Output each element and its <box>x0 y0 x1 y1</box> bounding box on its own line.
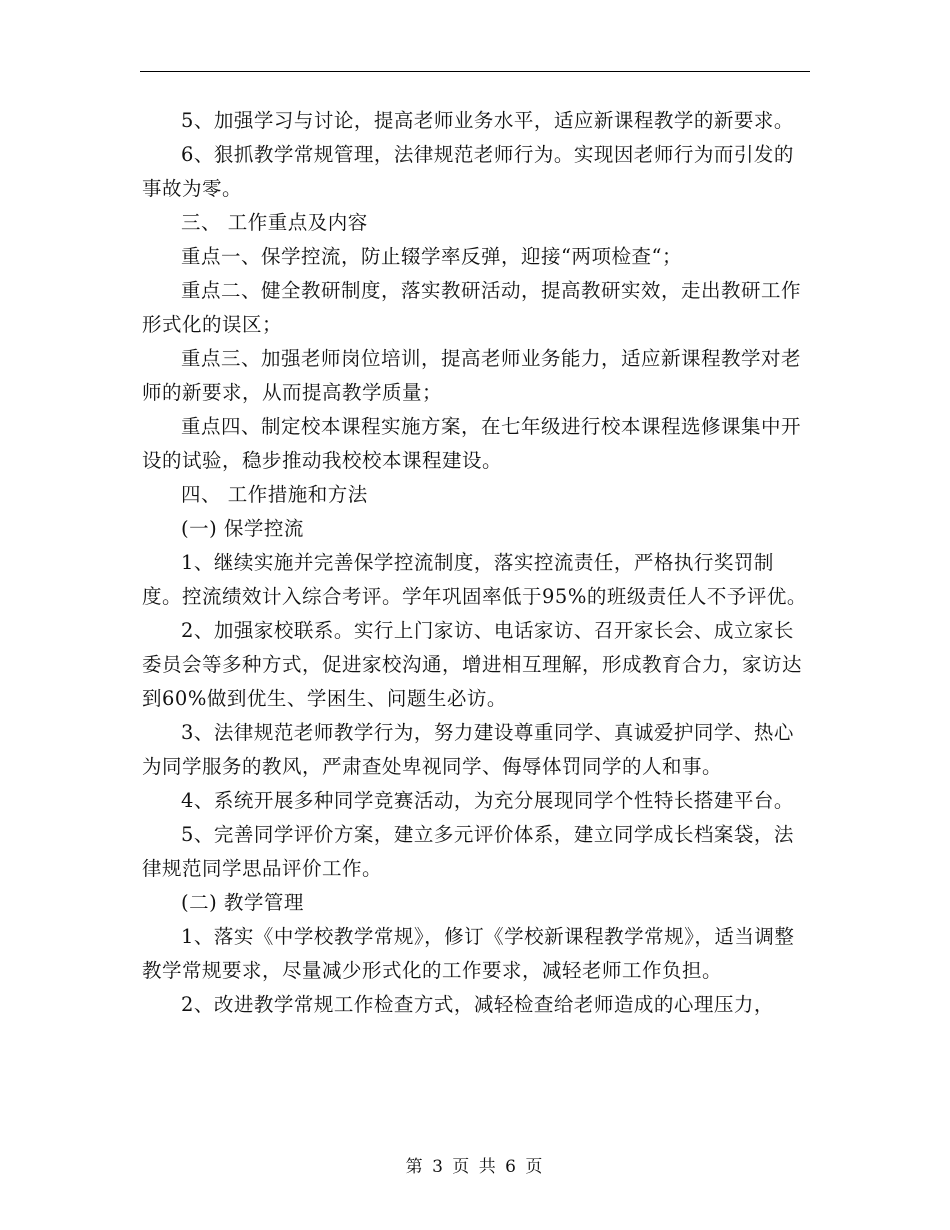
teaching-item-2: 2、改进教学常规工作检查方式，减轻检查给老师造成的心理压力， <box>181 993 774 1016</box>
focus-point-1: 重点一、保学控流，防止辍学率反弹，迎接“两项检查“； <box>181 245 682 268</box>
focus-point-4: 重点四、制定校本课程实施方案，在七年级进行校本课程选修课集中开设的试验，稳步推动我校校本课程建设。 <box>142 415 802 472</box>
document-body <box>142 104 810 1022</box>
measure-item-2: 2、加强家校联系。实行上门家访、电话家访、召开家长会、成立家长委员会等多种方式，促进家校沟通，增进相互理解，形成教育合力，家访达到60%做到优生、学困生、问题生必访。 <box>142 619 803 710</box>
measure-item-3: 3、法律规范老师教学行为，努力建设尊重同学、真诚爱护同学、热心为同学服务的教风，严肃查处卑视同学、侮辱体罚同学的人和事。 <box>142 721 794 778</box>
page-number: 第 3 页 共 6 页 <box>405 1157 545 1177</box>
subsection-heading-1: (一) 保学控流 <box>181 517 304 540</box>
section-heading-3: 三、 工作重点及内容 <box>181 211 368 234</box>
paragraph-item-5: 5、加强学习与讨论，提高老师业务水平，适应新课程教学的新要求。 <box>181 109 794 132</box>
focus-point-2: 重点二、健全教研制度，落实教研活动，提高教研实效，走出教研工作形式化的误区； <box>142 279 802 336</box>
measure-item-5: 5、完善同学评价方案，建立多元评价体系，建立同学成长档案袋，法律规范同学思品评价工作。 <box>142 823 794 880</box>
measure-item-4: 4、系统开展多种同学竞赛活动，为充分展现同学个性特长搭建平台。 <box>181 789 794 812</box>
focus-point-3: 重点三、加强老师岗位培训，提高老师业务能力，适应新课程教学对老师的新要求，从而提高教学质量； <box>142 347 802 404</box>
header-rule <box>140 71 810 72</box>
measure-item-1: 1、继续实施并完善保学控流制度，落实控流责任，严格执行奖罚制度。控流绩效计入综合考评。学年巩固率低于95%的班级责任人不予评优。 <box>142 551 807 608</box>
teaching-item-1: 1、落实《中学校教学常规》，修订《学校新课程教学常规》，适当调整教学常规要求，尽量减少形式化的工作要求，减轻老师工作负担。 <box>142 925 795 982</box>
section-heading-4: 四、 工作措施和方法 <box>181 483 368 506</box>
subsection-heading-2: (二) 教学管理 <box>181 891 304 914</box>
paragraph-item-6: 6、狠抓教学常规管理，法律规范老师行为。实现因老师行为而引发的事故为零。 <box>142 143 794 200</box>
